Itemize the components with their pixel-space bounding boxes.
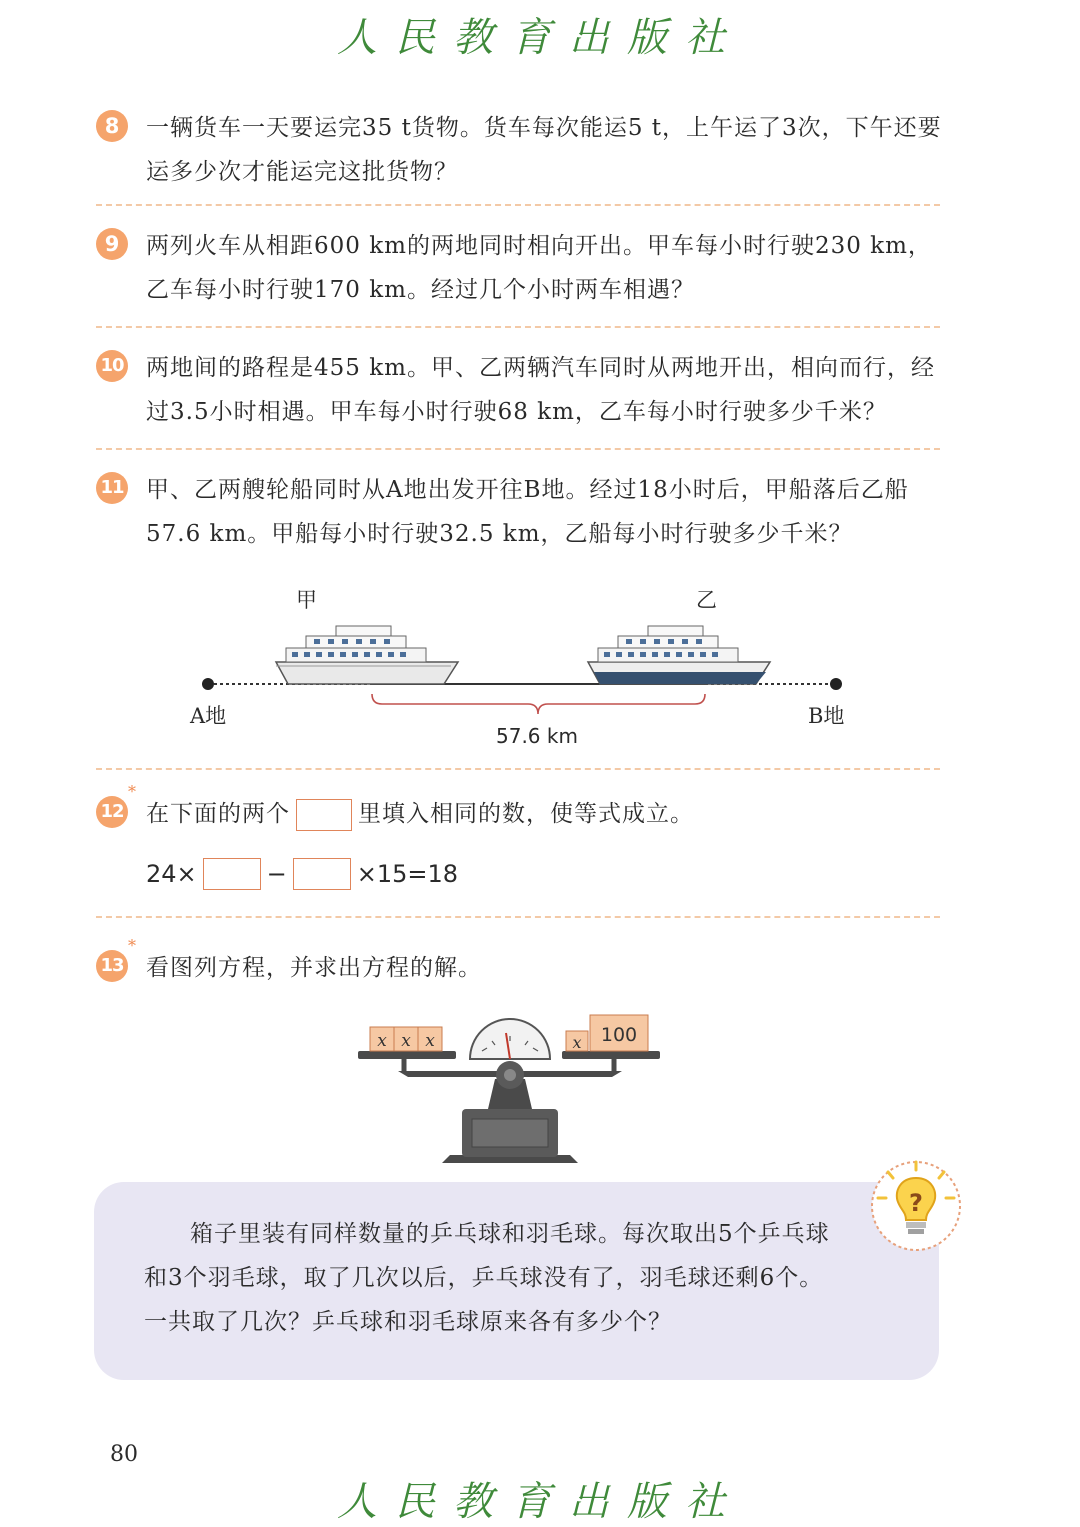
lightbulb-question-icon [866,1156,970,1256]
publisher-watermark-top: 人民教育出版社 [337,15,743,61]
publisher-watermark-bottom: 人民教育出版社 [337,1479,743,1525]
problem-text-after: 里填入相同的数，使等式成立。 [358,801,694,827]
answer-box-1[interactable] [203,858,261,890]
svg-text:?: ? [909,1189,923,1217]
think-text [144,1212,834,1344]
route-svg [180,600,860,720]
problem-number: 8 [96,110,128,142]
problem-number: 11 [96,472,128,504]
ship-a-label: 甲 [296,588,317,612]
equation [146,858,458,890]
left-box-3: x [425,1031,435,1051]
blank-box [296,799,352,831]
star-mark: * [128,936,136,955]
star-mark: * [128,782,136,801]
gap-label: 57.6 km [496,724,578,748]
dashed-divider [96,326,940,328]
ship-a-icon [276,626,458,684]
balance-scale-icon [350,1005,670,1170]
left-box-group [370,1027,442,1051]
problem-number: 9 [96,228,128,260]
right-box-group [566,1015,648,1052]
point-b [830,678,842,690]
problem-text: 甲、乙两艘轮船同时从A地出发开往B地。经过18小时后，甲船落后乙船57.6 km。甲船每小时行驶32.5 km，乙船每小时行驶多少千米？ [146,477,909,547]
right-small-box: x [572,1033,582,1052]
dashed-divider [96,448,940,450]
end-label: B地 [808,704,845,728]
problem-text: 两地间的路程是455 km。甲、乙两辆汽车同时从两地开出，相向而行，经过3.5小时相遇。甲车每小时行驶68 km，乙车每小时行驶多少千米？ [146,355,935,425]
answer-box-2[interactable] [293,858,351,890]
ship-b-icon [588,626,770,684]
equation-part1: 24× [146,860,197,888]
problem-number: 12 [96,796,128,828]
problem-number: 10 [96,350,128,382]
dashed-divider [96,916,940,918]
ship-b-label: 乙 [696,588,717,612]
equation-minus: − [266,860,287,888]
left-box-1: x [377,1031,387,1051]
problem-text-before: 在下面的两个 [146,801,290,827]
think-text-content: 箱子里装有同样数量的乒乓球和羽毛球。每次取出5个乒乓球和3个羽毛球，取了几次以后，乒乓球没有了，羽毛球还剩6个。一共取了几次？乒乓球和羽毛球原来各有多少个？ [144,1221,830,1335]
point-a [202,678,214,690]
dashed-divider [96,768,940,770]
problem-number: 13 [96,950,128,982]
gap-brace [372,694,705,714]
problem-text: 看图列方程，并求出方程的解。 [146,955,482,981]
start-label: A地 [190,704,227,728]
problem-text: 一辆货车一天要运完35 t货物。货车每次能运5 t，上午运了3次，下午还要运多少次才能运完这批货物？ [146,115,942,185]
problem-text: 两列火车从相距600 km的两地同时相向开出。甲车每小时行驶230 km，乙车每小时行驶170 km。经过几个小时两车相遇？ [146,233,932,303]
page-number: 80 [110,1442,138,1467]
dashed-divider [96,204,940,206]
left-box-2: x [401,1031,411,1051]
right-big-box: 100 [600,1024,638,1046]
equation-part2: ×15=18 [356,860,459,888]
think-box [94,1182,939,1380]
problem-text [146,792,946,836]
